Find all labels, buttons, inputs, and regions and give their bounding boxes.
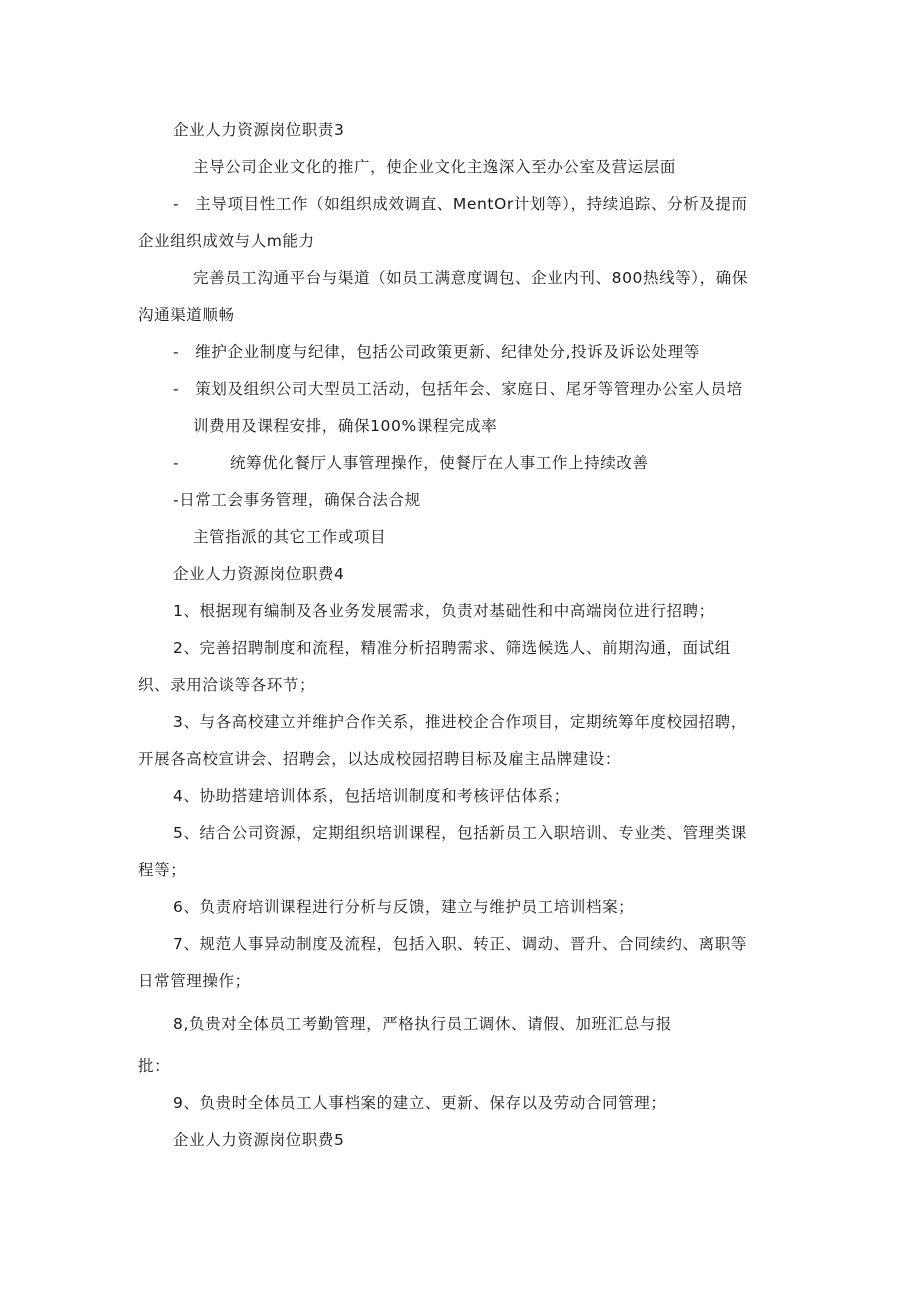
paragraph-line: - 主导项目性工作（如组织成效调直、MentOr计划等），持续追踪、分析及提而 — [173, 195, 748, 213]
paragraph-line: - 维护企业制度与纪律，包括公司政策更新、纪律处分,投诉及诉讼处理等 — [173, 343, 700, 361]
paragraph-line: 程等； — [138, 861, 187, 879]
paragraph-line: 9、负贵时全体员工人事档案的建立、更新、保存以及劳动合同管理； — [173, 1094, 667, 1112]
list-dash: - — [173, 454, 180, 472]
paragraph-line: 日常管理操作； — [138, 972, 251, 990]
paragraph-line: 完善员工沟通平台与渠道（如员工满意度调包、企业内刊、800热线等），确保 — [193, 269, 748, 287]
paragraph-line: 2、完善招聘制度和流程，精准分析招聘需求、筛选候选人、前期沟通，面试组 — [173, 639, 731, 657]
paragraph-line: 开展各高校宣讲会、招聘会，以达成校园招聘目标及雇主品牌建设： — [138, 750, 622, 768]
paragraph-line: 8,负贵对全体员工考勤管理，严格执行员工调休、请假、加班汇总与报 — [173, 1015, 672, 1033]
paragraph-line: - 策划及组织公司大型员工活动，包括年会、家庭日、尾牙等管理办公室人员培 — [173, 380, 743, 398]
paragraph-line: 主管指派的其它工作或项目 — [193, 528, 387, 546]
paragraph-line: 3、与各高校建立并维护合作关系，推进校企合作项目，定期统筹年度校园招聘， — [173, 713, 747, 731]
paragraph-line: 企业组织成效与人m能力 — [138, 232, 315, 250]
paragraph-line: 7、规范人事异动制度及流程，包括入职、转正、调动、晋升、合同续约、离职等 — [173, 935, 747, 953]
section-heading-4: 企业人力资源岗位职费4 — [173, 565, 345, 583]
paragraph-line: 6、负责府培训课程进行分析与反馈，建立与维护员工培训档案； — [173, 898, 635, 916]
paragraph-line: 1、根据现有编制及各业务发展需求，负责对基础性和中高端岗位进行招聘； — [173, 602, 715, 620]
paragraph-line: 沟通渠道顺畅 — [138, 306, 235, 324]
paragraph-line: 4、协助搭建培训体系，包括培训制度和考核评估体系； — [173, 787, 570, 805]
paragraph-line: 织、录用洽谈等各环节； — [138, 676, 316, 694]
paragraph-line: 主导公司企业文化的推广，使企业文化主逸深入至办公室及营运层面 — [193, 158, 677, 176]
paragraph-line: 统筹优化餐厅人事管理操作，使餐厅在人事工作上持续改善 — [230, 454, 649, 472]
section-heading-5: 企业人力资源岗位职费5 — [173, 1131, 345, 1149]
paragraph-line: 5、结合公司资源，定期组织培训课程，包括新员工入职培训、专业类、管理类课 — [173, 824, 747, 842]
section-heading-3: 企业人力资源岗位职责3 — [173, 121, 345, 139]
paragraph-line: 训费用及课程安排，确保100%课程完成率 — [193, 417, 498, 435]
paragraph-line: 批： — [138, 1057, 171, 1075]
paragraph-line: -日常工会事务管理，确保合法合规 — [173, 491, 421, 509]
